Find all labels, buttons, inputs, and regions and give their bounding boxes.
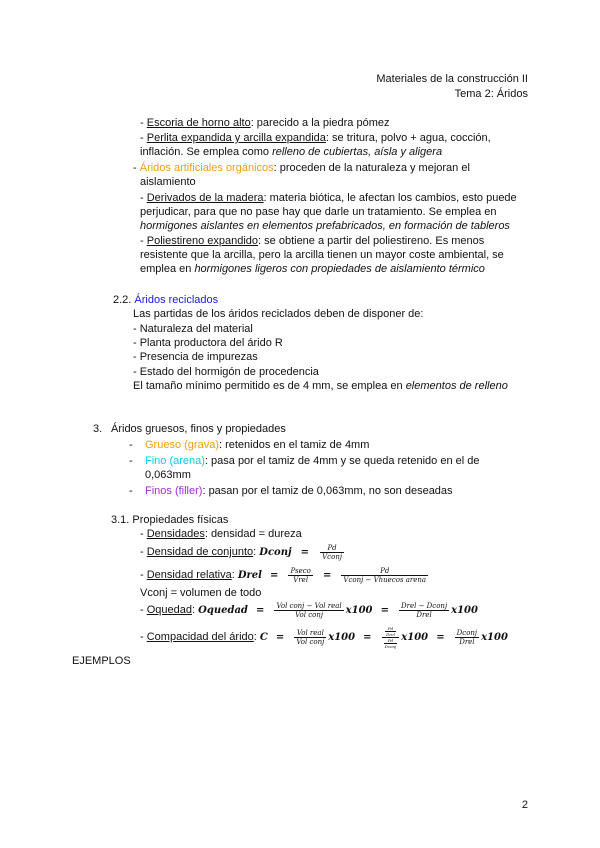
madera-italic: hormigones aislantes en elementos prefabricados, en formación de tableros <box>140 220 510 232</box>
densidades-term: Densidades <box>146 528 205 540</box>
perlita-line2: inflación. Se emplea como relleno de cubiertas, aísla y aligera <box>140 146 443 158</box>
compacidad-symbol: C <box>259 632 268 643</box>
bullet: - <box>129 455 133 467</box>
compacidad-fraction-2: $\frac{\frac{Pd}{\text{Drel}}}{\frac{Pd}{\text{Dconj}}}$ <box>382 626 400 649</box>
densidad-relativa-term: Densidad relativa <box>146 569 232 581</box>
section-31-title: 3.1. Propiedades físicas <box>111 514 229 526</box>
densidades-text: : densidad = dureza <box>204 528 302 540</box>
bullet: - <box>129 439 133 451</box>
perlita-line: - Perlita expandida y arcilla expandida: se tritura, polvo + agua, cocción, <box>140 132 491 144</box>
densidad-relativa-line: - Densidad relativa: Drel = $\frac{Pseco}{\text{Vrel}}$ = $\frac{Pd}{\text{Vconj − Vhuecos arena}}$ <box>140 566 427 584</box>
finos-line <box>145 484 453 498</box>
header-subtitle: Tema 2: Áridos <box>454 88 528 100</box>
organicos-line2: aislamiento <box>140 176 196 188</box>
poliestireno-line: - Poliestireno expandido: se obtiene a partir del poliestireno. Es menos <box>140 235 485 247</box>
section-22-heading: 2.2. Áridos reciclados <box>113 294 219 306</box>
perlita-term: Perlita expandida y arcilla expandida <box>146 132 326 144</box>
poliestireno-text: : se obtiene a partir del poliestireno. Es menos <box>258 235 485 247</box>
poliestireno-line3: emplea en hormigones ligeros con propiedades de aislamiento térmico <box>140 263 485 275</box>
finos-text: : pasan por el tamiz de 0,063mm, no son deseadas <box>202 485 453 497</box>
oquedad-fraction-2: $\frac{\text{Drel − Dconj}}{\text{Drel}}$ <box>401 601 448 619</box>
madera-text: : materia biótica, le afectan los cambios, esto puede <box>263 192 517 204</box>
finos-label: Finos (filler) <box>145 485 203 497</box>
compacidad-fraction-1: $\frac{\text{Vol real}}{\text{Vol conj}}$ <box>296 628 325 646</box>
section-3-number: 3. <box>93 423 103 435</box>
section-3-title: Áridos gruesos, finos y propiedades <box>111 423 286 435</box>
escoria-term: Escoria de horno alto <box>146 117 251 129</box>
densidad-conjunto-fraction: $\frac{Pd}{\text{Vconj}}$ <box>322 543 342 561</box>
densidad-conjunto-line: - Densidad de conjunto: Dconj = $\frac{Pd}{\text{Vconj}}$ <box>140 543 342 561</box>
densidad-relativa-fraction-2: $\frac{Pd}{\text{Vconj − Vhuecos arena}}$ <box>343 566 427 584</box>
list-item: - Presencia de impurezas <box>133 351 258 363</box>
section-22-title: Áridos reciclados <box>134 294 219 306</box>
madera-term: Derivados de la madera <box>146 192 264 204</box>
compacidad-line: - Compacidad del árido: C = $\frac{\text{Vol real}}{\text{Vol conj}}$ x100 = $\frac{\frac{Pd}{\text{Drel}}}{\frac{Pd}{\text{Dconj}}}$ x100 = $\frac{\text{Dconj}}{\text{Drel}}$ x100 <box>140 625 508 649</box>
perlita-italic: relleno de cubiertas, aísla y aligera <box>272 146 443 158</box>
bullet: - <box>129 485 133 497</box>
grueso-line <box>145 438 369 452</box>
poliestireno-italic: hormigones ligeros con propiedades de aislamiento térmico <box>194 263 485 275</box>
densidades-line: - Densidades: densidad = dureza <box>140 528 302 540</box>
fino-line2: 0,063mm <box>145 469 191 481</box>
fino-text: : pasa por el tamiz de 4mm y se queda retenido en el de <box>204 455 480 467</box>
section-22-closing: El tamaño mínimo permitido es de 4 mm, se emplea en elementos de relleno <box>133 380 508 392</box>
perlita-text: : se tritura, polvo + agua, cocción, <box>325 132 491 144</box>
escoria-line: - Escoria de horno alto: parecido a la piedra pómez <box>140 117 390 129</box>
fino-label: Fino (arena) <box>145 455 205 467</box>
ejemplos-heading: EJEMPLOS <box>72 655 131 667</box>
oquedad-line: - Oquedad: Oquedad = $\frac{\text{Vol conj − Vol real}}{\text{Vol conj}}$ x100 = $\frac{\text{Drel − Dconj}}{\text{Drel}}$ x100 <box>140 601 478 619</box>
oquedad-term: Oquedad <box>146 604 192 616</box>
densidad-relativa-symbol: Drel <box>237 570 262 581</box>
list-item: - Estado del hormigón de procedencia <box>133 366 319 378</box>
compacidad-fraction-3: $\frac{\text{Dconj}}{\text{Drel}}$ <box>456 628 478 646</box>
section-22-closing-italic: elementos de relleno <box>405 380 508 392</box>
grueso-label: Grueso (grava) <box>145 439 219 451</box>
oquedad-symbol: Oquedad <box>198 605 248 616</box>
compacidad-term: Compacidad del árido <box>146 631 254 643</box>
densidad-conjunto-term: Densidad de conjunto <box>146 546 254 558</box>
page-number: 2 <box>521 799 528 811</box>
section-22-intro: Las partidas de los áridos reciclados deben de disponer de: <box>133 308 424 320</box>
escoria-text: : parecido a la piedra pómez <box>250 117 390 129</box>
organicos-term: Áridos artificiales orgánicos <box>139 162 274 174</box>
organicos-text: : proceden de la naturaleza y mejoran el <box>273 162 470 174</box>
fino-line <box>145 454 479 468</box>
grueso-text: : retenidos en el tamiz de 4mm <box>218 439 370 451</box>
madera-line: - Derivados de la madera: materia biótica, le afectan los cambios, esto puede <box>140 192 517 204</box>
vconj-line: Vconj = volumen de todo <box>140 587 262 599</box>
list-item: - Planta productora del árido R <box>133 337 283 349</box>
densidad-relativa-fraction-1: $\frac{Pseco}{\text{Vrel}}$ <box>290 566 311 584</box>
poliestireno-line2: resistente que la arcilla, pero la arcilla tienen un mayor coste ambiental, se <box>140 249 504 261</box>
header-title: Materiales de la construcción II <box>376 73 528 85</box>
oquedad-fraction-1: $\frac{\text{Vol conj − Vol real}}{\text{Vol conj}}$ <box>276 601 342 619</box>
poliestireno-term: Poliestireno expandido <box>146 235 259 247</box>
densidad-conjunto-symbol: Dconj <box>259 547 292 558</box>
list-item: - Naturaleza del material <box>133 323 253 335</box>
organicos-line: - Áridos artificiales orgánicos: proceden de la naturaleza y mejoran el <box>133 162 470 174</box>
madera-line2: perjudicar, para que no pase hay que darle un tratamiento. Se emplea en <box>140 206 497 218</box>
